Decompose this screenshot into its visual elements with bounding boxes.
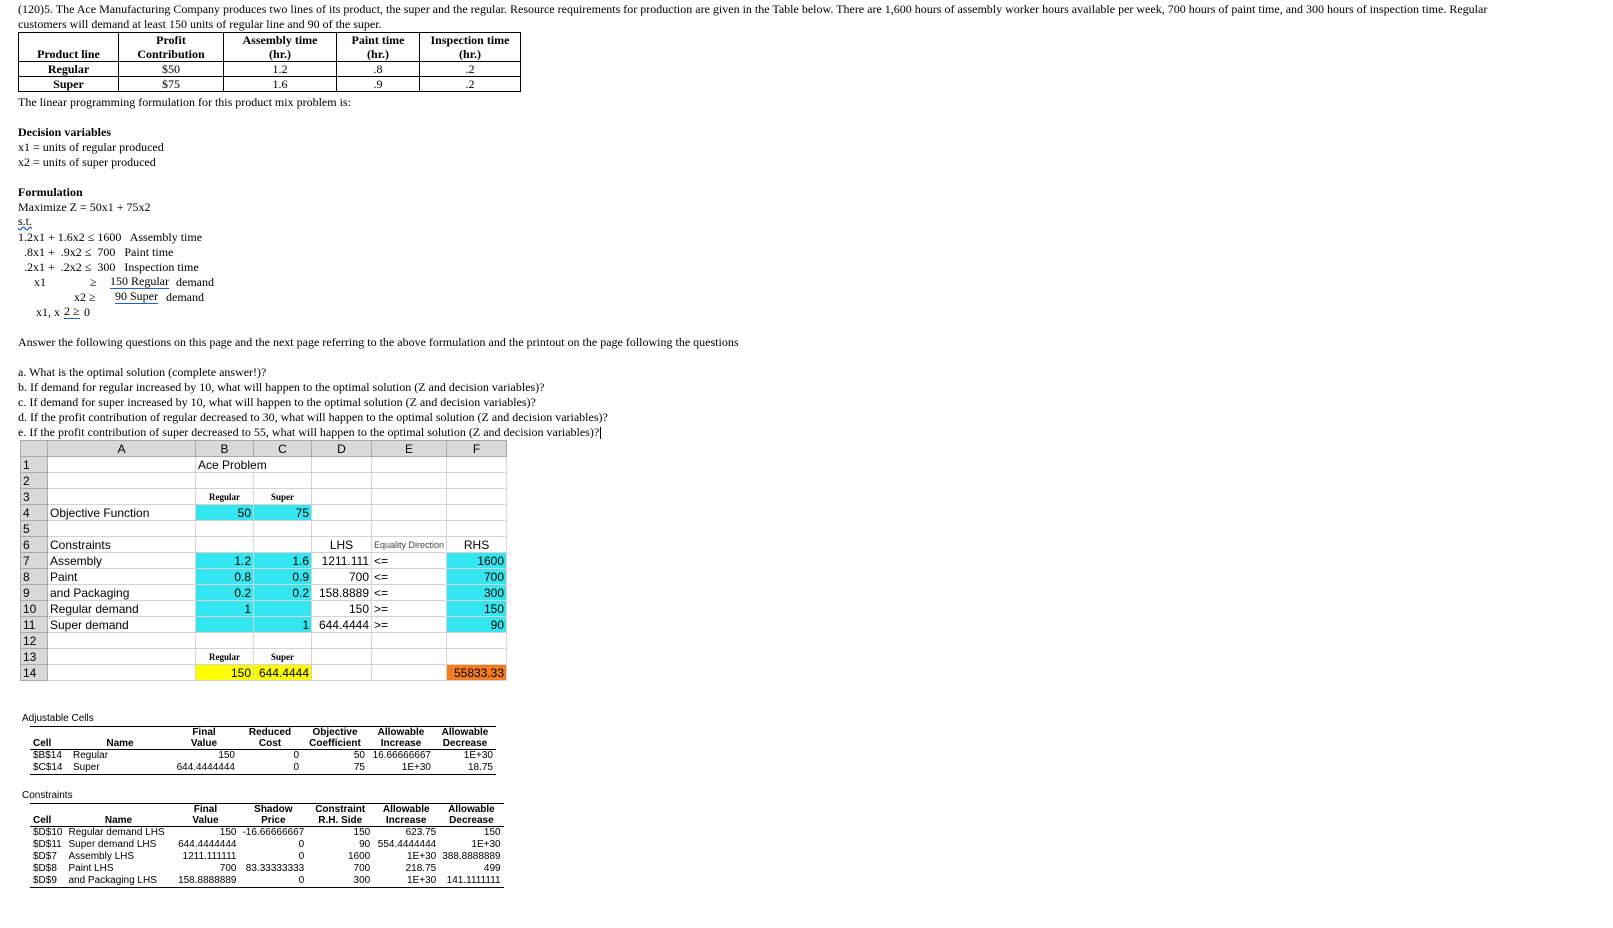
coef-cell[interactable]: 0.9 <box>254 569 312 585</box>
constraint-regular-value: 150 Regular <box>110 274 169 288</box>
allowable-increase: 1E+30 <box>373 875 439 888</box>
cell-name: Super <box>70 762 170 775</box>
constraint-label[interactable]: and Packaging <box>48 585 196 601</box>
dv-heading: Decision variables <box>18 125 111 139</box>
super-header[interactable]: Super <box>254 489 312 505</box>
reduced-cost: 0 <box>293 750 299 761</box>
cell-ref: $C$14 <box>30 762 70 775</box>
obj-coef-regular[interactable]: 50 <box>196 505 254 521</box>
header-paint: Paint time (hr.) <box>337 33 420 62</box>
reduced-cost: 0 <box>238 762 302 775</box>
problem-line-2: customers will demand at least 150 units of regular line and 90 of the super. <box>18 17 382 31</box>
constraint-rhs: 300 <box>307 875 373 888</box>
allowable-decrease: 499 <box>483 863 501 874</box>
adjustable-cells-table <box>30 726 496 775</box>
lhs-cell[interactable]: 700 <box>312 569 372 585</box>
header-name: Name <box>65 804 171 827</box>
constraint-rhs: 150 <box>353 827 371 838</box>
constraint-super-demand: demand <box>166 290 204 304</box>
header-name: Name <box>70 727 170 750</box>
header-profit: Profit Contribution <box>119 33 224 62</box>
constraints-label[interactable]: Constraints <box>48 537 196 553</box>
shadow-price: 0 <box>298 851 305 862</box>
table-row <box>30 851 504 863</box>
cell-ref: $D$11 <box>33 839 62 850</box>
constraint-rhs: 1600 <box>347 851 371 862</box>
question-d: d. If the profit contribution of regular decreased to 30, what will happen to the optimal solution (Z and decision variables)? <box>18 410 608 424</box>
header-shadow: Shadow Price <box>239 804 307 827</box>
col-header-a[interactable]: A <box>48 441 196 457</box>
coef-cell[interactable] <box>196 617 254 633</box>
col-header-d[interactable]: D <box>312 441 372 457</box>
row-header[interactable]: 7 <box>21 553 48 569</box>
table-row <box>30 750 496 763</box>
header-final: Final Value <box>171 804 239 827</box>
direction-cell[interactable]: <= <box>372 585 447 601</box>
coef-cell[interactable]: 1 <box>254 617 312 633</box>
allowable-increase: 623.75 <box>405 827 437 838</box>
obj-coef-super[interactable]: 75 <box>254 505 312 521</box>
row-header[interactable]: 14 <box>21 665 48 681</box>
direction-cell[interactable]: <= <box>372 553 447 569</box>
direction-cell[interactable]: <= <box>372 569 447 585</box>
table-row <box>30 863 504 875</box>
cell-ref: $D$7 <box>33 851 57 862</box>
final-value: 158.8888889 <box>171 875 239 888</box>
product-name: Super <box>19 77 119 92</box>
rhs-cell[interactable]: 300 <box>447 585 507 601</box>
subject-to: s.t. <box>18 214 33 228</box>
header-product-line: Product line <box>19 33 119 62</box>
spreadsheet <box>20 440 507 681</box>
header-allow-dec: Allowable Decrease <box>439 804 503 827</box>
cell-ref: $B$14 <box>33 750 62 761</box>
constraint-regular-ge: ≥ <box>90 275 97 289</box>
row-header[interactable]: 8 <box>21 569 48 585</box>
header-rhs: Constraint R.H. Side <box>307 804 373 827</box>
final-value: 700 <box>219 863 237 874</box>
allowable-increase: 554.4444444 <box>377 839 437 850</box>
header-cell: Cell <box>30 727 70 750</box>
coef-cell[interactable]: 0.8 <box>196 569 254 585</box>
nonneg-zero: 0 <box>84 305 90 319</box>
allowable-decrease: 1E+30 <box>471 839 501 850</box>
allowable-decrease: 141.1111111 <box>439 875 503 888</box>
table-row <box>30 827 504 840</box>
cell-name: Super demand LHS <box>68 839 157 850</box>
constraints-report-table <box>30 803 504 888</box>
row-header[interactable]: 13 <box>21 649 48 665</box>
rhs-cell[interactable]: 90 <box>447 617 507 633</box>
header-reduced: Reduced Cost <box>238 727 302 750</box>
header-final: Final Value <box>170 727 238 750</box>
row-header[interactable]: 5 <box>21 521 48 537</box>
constraint-regular-demand: demand <box>176 275 214 289</box>
equality-direction-header[interactable]: Equality Direction <box>372 537 447 553</box>
coef-cell[interactable]: 0.2 <box>196 585 254 601</box>
cell-ref: $D$10 <box>33 827 63 838</box>
cell-name: Regular <box>73 750 109 761</box>
cell-name: Paint LHS <box>68 863 114 874</box>
cell-name: Assembly LHS <box>68 851 135 862</box>
solution-super[interactable]: 644.4444 <box>254 665 312 681</box>
coef-cell[interactable]: 1 <box>196 601 254 617</box>
question-c: c. If demand for super increased by 10, what will happen to the optimal solution (Z and decision variables)? <box>18 395 536 409</box>
row-header[interactable]: 4 <box>21 505 48 521</box>
cell-name: and Packaging LHS <box>65 875 171 888</box>
constraint-assembly: 1.2x1 + 1.6x2 ≤ 1600 Assembly time <box>18 230 203 244</box>
final-value: 150 <box>218 750 235 761</box>
row-header[interactable]: 6 <box>21 537 48 553</box>
product-table <box>18 32 521 92</box>
lhs-cell[interactable]: 1211.111 <box>312 553 372 569</box>
lhs-header[interactable]: LHS <box>312 537 372 553</box>
product-assembly: 1.6 <box>224 77 337 92</box>
regular-header[interactable]: Regular <box>196 649 254 665</box>
row-header[interactable]: 1 <box>21 457 48 473</box>
rhs-header[interactable]: RHS <box>447 537 507 553</box>
final-value: 150 <box>219 827 237 838</box>
shadow-price: 0 <box>298 839 305 850</box>
product-inspection: .2 <box>420 77 521 92</box>
row-header[interactable]: 10 <box>21 601 48 617</box>
corner-cell[interactable] <box>21 441 48 457</box>
lhs-cell[interactable]: 158.8889 <box>312 585 372 601</box>
allowable-increase: 1E+30 <box>368 762 434 775</box>
constraint-label[interactable]: Assembly <box>48 553 196 569</box>
adjustable-cells-title: Adjustable Cells <box>22 713 94 724</box>
col-header-c[interactable]: C <box>254 441 312 457</box>
nonneg-ge: 2 ≥ <box>64 304 80 318</box>
constraint-rhs: 700 <box>353 863 371 874</box>
header-assembly: Assembly time (hr.) <box>224 33 337 62</box>
objective: Maximize Z = 50x1 + 75x2 <box>18 200 151 214</box>
row-header[interactable]: 9 <box>21 585 48 601</box>
rhs-cell[interactable]: 700 <box>447 569 507 585</box>
allowable-decrease: 1E+30 <box>463 750 493 761</box>
coef-cell[interactable]: 1.6 <box>254 553 312 569</box>
final-value: 644.4444444 <box>178 839 237 850</box>
constraints-report-title: Constraints <box>22 790 73 801</box>
super-header[interactable]: Super <box>254 649 312 665</box>
formulation-heading: Formulation <box>18 185 83 199</box>
question-b: b. If demand for regular increased by 10, what will happen to the optimal solution (Z and decision variables)? <box>18 380 545 394</box>
constraint-super-value: 90 Super <box>115 289 158 303</box>
rhs-cell[interactable]: 150 <box>447 601 507 617</box>
text-cursor <box>600 427 601 439</box>
header-cell: Cell <box>30 804 65 827</box>
allowable-decrease: 388.8888889 <box>442 851 501 862</box>
col-header-e[interactable]: E <box>372 441 447 457</box>
question-e: e. If the profit contribution of super decreased to 55, what will happen to the optimal solution (Z and decision variables)? <box>18 425 600 439</box>
header-inspection: Inspection time (hr.) <box>420 33 521 62</box>
product-paint: .9 <box>337 77 420 92</box>
allowable-increase: 218.75 <box>405 863 437 874</box>
product-assembly: 1.2 <box>224 62 337 77</box>
lhs-cell[interactable]: 644.4444 <box>312 617 372 633</box>
constraint-inspection: .2x1 + .2x2 ≤ 300 Inspection time <box>24 260 199 274</box>
product-profit: $75 <box>119 77 224 92</box>
lhs-cell[interactable]: 150 <box>312 601 372 617</box>
row-header[interactable]: 3 <box>21 489 48 505</box>
cell-ref: $D$8 <box>33 863 57 874</box>
shadow-price: 0 <box>239 875 307 888</box>
coef-cell[interactable]: 0.2 <box>254 585 312 601</box>
cell-ref: $D$9 <box>30 875 65 888</box>
cell-name: Regular demand LHS <box>68 827 165 838</box>
constraint-rhs: 90 <box>359 839 371 850</box>
constraint-paint: .8x1 + .9x2 ≤ 700 Paint time <box>24 245 174 259</box>
objective-coefficient: 50 <box>353 750 365 761</box>
header-allow-inc: Allowable Increase <box>368 727 434 750</box>
direction-cell[interactable]: >= <box>372 617 447 633</box>
table-row <box>30 762 496 775</box>
header-allow-inc: Allowable Increase <box>373 804 439 827</box>
col-header-f[interactable]: F <box>447 441 507 457</box>
lp-intro: The linear programming formulation for this product mix problem is: <box>18 95 351 109</box>
objective-coefficient: 75 <box>302 762 368 775</box>
coef-cell[interactable] <box>254 601 312 617</box>
constraint-super-x2: x2 ≥ <box>74 290 96 304</box>
final-value: 644.4444444 <box>170 762 238 775</box>
product-paint: .8 <box>337 62 420 77</box>
product-profit: $50 <box>119 62 224 77</box>
direction-cell[interactable]: >= <box>372 601 447 617</box>
product-row-regular <box>19 62 521 77</box>
table-row <box>30 875 504 888</box>
shadow-price: -16.66666667 <box>242 827 305 838</box>
header-objective: Objective Coefficient <box>302 727 368 750</box>
solution-regular[interactable]: 150 <box>196 665 254 681</box>
allowable-decrease: 150 <box>483 827 501 838</box>
allowable-increase: 1E+30 <box>407 851 437 862</box>
shadow-price: 83.33333333 <box>245 863 305 874</box>
answer-intro: Answer the following questions on this page and the next page referring to the above formulation and the printout on the page following the questions <box>18 335 739 349</box>
sheet-title[interactable]: Ace Problem <box>196 457 312 473</box>
col-header-b[interactable]: B <box>196 441 254 457</box>
rhs-cell[interactable]: 1600 <box>447 553 507 569</box>
product-inspection: .2 <box>420 62 521 77</box>
nonneg-vars: x1, x <box>36 305 60 319</box>
product-row-super <box>19 77 521 92</box>
row-header[interactable]: 12 <box>21 633 48 649</box>
question-a: a. What is the optimal solution (complete answer!)? <box>18 365 267 379</box>
constraint-regular-x1: x1 <box>34 275 46 289</box>
product-name: Regular <box>19 62 119 77</box>
constraint-label[interactable]: Regular demand <box>48 601 196 617</box>
objective-label[interactable]: Objective Function <box>48 505 196 521</box>
table-row <box>30 839 504 851</box>
x2-definition: x2 = units of super produced <box>18 155 156 169</box>
allowable-increase: 16.66666667 <box>372 750 431 761</box>
final-value: 1211.111111 <box>182 851 237 862</box>
allowable-decrease: 18.75 <box>434 762 496 775</box>
row-header[interactable]: 11 <box>21 617 48 633</box>
row-header[interactable]: 2 <box>21 473 48 489</box>
problem-line-1: (120)5. The Ace Manufacturing Company produces two lines of its product, the super and the regular. Resource requirements for production are given in the Table below. There are 1,600 hours of assembly worker hours available per week, 700 hours of paint time, and 300 hours of inspection time. Regular <box>18 2 1488 16</box>
constraint-label[interactable]: Super demand <box>48 617 196 633</box>
x1-definition: x1 = units of regular produced <box>18 140 164 154</box>
regular-header[interactable]: Regular <box>196 489 254 505</box>
coef-cell[interactable]: 1.2 <box>196 553 254 569</box>
objective-total[interactable]: 55833.33 <box>447 665 507 681</box>
constraint-label[interactable]: Paint <box>48 569 196 585</box>
header-allow-dec: Allowable Decrease <box>434 727 496 750</box>
